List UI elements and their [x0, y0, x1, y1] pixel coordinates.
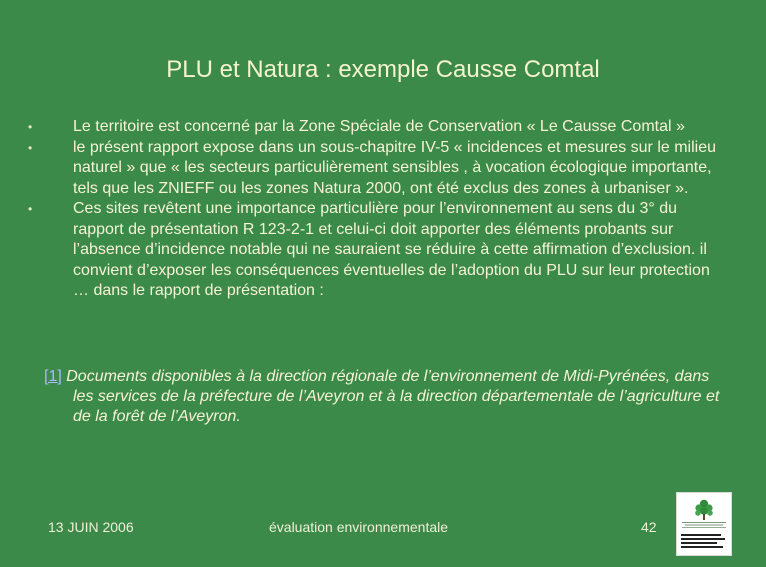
bullet-item	[28, 117, 728, 138]
footer-date: 13 JUIN 2006	[48, 519, 134, 535]
slide-title: PLU et Natura : exemple Causse Comtal	[166, 56, 600, 83]
footnote	[44, 367, 733, 427]
bullet-text: Ces sites revêtent une importance particulière pour l’environnement au sens du 3° du rapport de présentation R 123-2-1 et celui-ci doit apporter des éléments probants sur l’absence d’incidence notable qui ne sauraient se réduire à cette affirmation d’exclusion. il convient d’exposer les conséquences éventuelles de l’adoption du PLU sur leur protection … dans le rapport de présentation :	[73, 200, 710, 299]
bullet-item	[28, 138, 728, 200]
bullet-item	[28, 199, 728, 302]
diren-logo	[676, 492, 732, 556]
bullet-text: Le territoire est concerné par la Zone Spéciale de Conservation « Le Causse Comtal »	[73, 118, 685, 135]
bullet-dot: •	[28, 140, 33, 155]
footnote-text: Documents disponibles à la direction régionale de l’environnement de Midi-Pyrénées, dans les services de la préfecture de l’Aveyron et à la direction départementale de l’agriculture et de la forêt de l’Aveyron.	[61, 368, 720, 425]
page-number: 42	[641, 519, 657, 535]
footnote-ref-link[interactable]: [1]	[44, 368, 62, 385]
bullet-dot: •	[28, 202, 33, 216]
bullet-dot: •	[28, 120, 33, 134]
bullet-text: le présent rapport expose dans un sous-chapitre IV-5 « incidences et mesures sur le milieu naturel » que « les secteurs particulièrement sensibles , à vocation écologique importante, tels que les ZNIEFF ou les zones Natura 2000, ont été exclus des zones à urbaniser ».	[73, 138, 717, 197]
bullet-list	[28, 117, 728, 302]
footer-title: évaluation environnementale	[269, 519, 449, 535]
tree-logo-icon	[677, 493, 731, 555]
